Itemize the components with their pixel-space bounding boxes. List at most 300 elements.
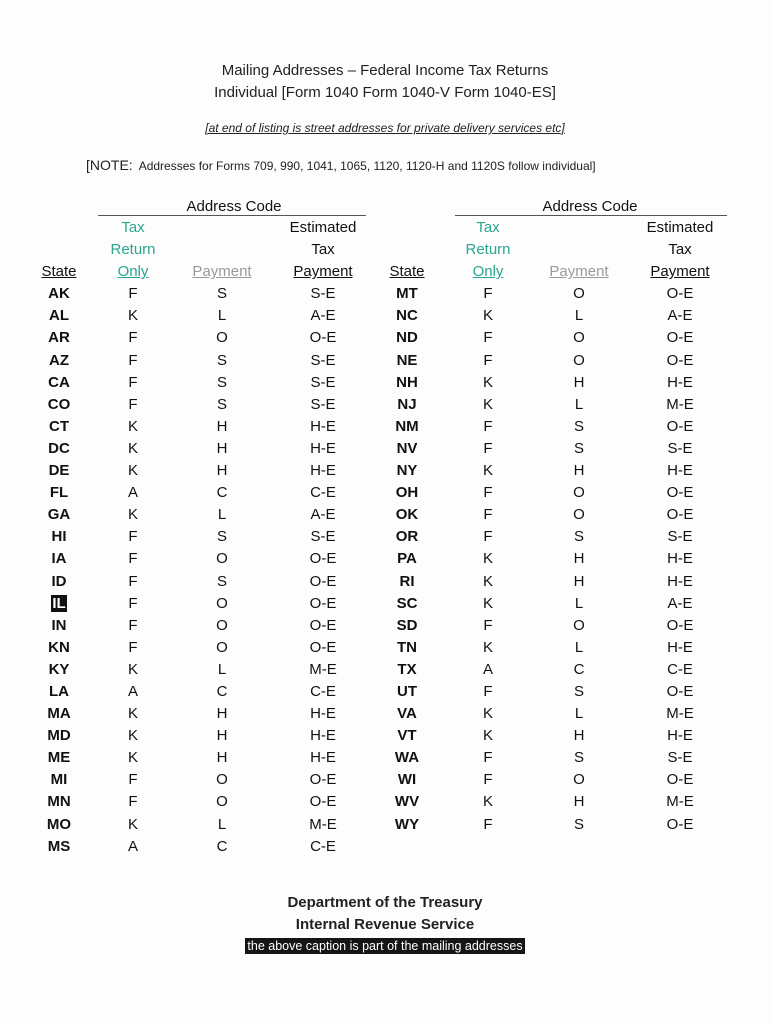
tax-return-code: F	[128, 550, 138, 568]
estimated-payment-code: O-E	[309, 329, 337, 347]
state-cell	[386, 283, 428, 305]
estimated-payment-code: H-E	[667, 373, 693, 391]
tax-return-code: F	[128, 572, 138, 590]
state-cell	[386, 438, 428, 460]
payment-code: S	[573, 439, 584, 457]
payment-code: L	[574, 395, 584, 413]
estimated-payment-code: O-E	[309, 616, 337, 634]
table-row	[33, 372, 383, 394]
state-abbr: WI	[397, 771, 417, 789]
state-abbr: FL	[49, 484, 69, 502]
state-abbr: KN	[48, 638, 70, 656]
estimated-header-l3: Payment	[650, 263, 710, 281]
table-row	[386, 305, 750, 327]
state-abbr: CO	[47, 395, 71, 413]
payment-code: O	[573, 484, 585, 502]
state-abbr: IA	[51, 550, 67, 568]
tax-return-code: K	[482, 462, 493, 480]
state-cell	[386, 571, 428, 593]
estimated-payment-code: O-E	[309, 594, 337, 612]
estimated-header-l2: Tax	[668, 241, 692, 259]
tax-return-code: F	[128, 351, 138, 369]
state-cell	[33, 836, 85, 858]
estimated-payment-code: O-E	[666, 682, 694, 700]
estimated-payment-code: O-E	[666, 417, 694, 435]
payment-code: O	[216, 793, 228, 811]
estimated-payment-code: O-E	[666, 484, 694, 502]
table-row	[33, 460, 383, 482]
state-abbr: TN	[397, 638, 417, 656]
tax-return-code: F	[483, 528, 493, 546]
tax-return-code: F	[128, 638, 138, 656]
payment-code: O	[573, 285, 585, 303]
table-row	[386, 438, 750, 460]
state-abbr: NV	[396, 439, 418, 457]
footer-dept: Department of the Treasury	[287, 894, 483, 911]
estimated-payment-code: O-E	[309, 793, 337, 811]
state-cell	[33, 504, 85, 526]
state-abbr: OR	[395, 528, 419, 546]
payment-code: L	[574, 705, 584, 723]
estimated-payment-code: S-E	[667, 439, 693, 457]
table-row	[33, 305, 383, 327]
state-cell	[386, 482, 428, 504]
estimated-payment-code: H-E	[310, 417, 336, 435]
estimated-payment-code: H-E	[310, 705, 336, 723]
tax-return-only-header-l3: Only	[472, 263, 504, 281]
tax-return-code: K	[482, 793, 493, 811]
tax-return-code: F	[483, 329, 493, 347]
tax-return-code: F	[483, 815, 493, 833]
tax-return-code: K	[127, 462, 138, 480]
table-row	[33, 416, 383, 438]
state-abbr: MI	[50, 771, 68, 789]
state-abbr: OK	[395, 506, 419, 524]
table-row	[33, 593, 383, 615]
table-row	[33, 548, 383, 570]
table-row	[33, 836, 383, 858]
estimated-payment-code: M-E	[666, 705, 694, 723]
state-cell	[33, 482, 85, 504]
state-abbr: NH	[396, 373, 418, 391]
table-row	[386, 703, 750, 725]
tax-return-code: F	[128, 395, 138, 413]
estimated-payment-code: A-E	[310, 307, 336, 325]
payment-code: H	[216, 439, 228, 457]
table-row	[33, 637, 383, 659]
tax-return-code: K	[482, 572, 493, 590]
estimated-payment-code: O-E	[666, 329, 694, 347]
table-row	[386, 593, 750, 615]
caption-wrap	[0, 937, 770, 955]
tax-return-code: K	[482, 373, 493, 391]
table-row	[33, 350, 383, 372]
state-cell	[33, 725, 85, 747]
state-cell	[33, 814, 85, 836]
tax-return-code: F	[483, 285, 493, 303]
state-abbr: WY	[394, 815, 420, 833]
payment-code: O	[573, 351, 585, 369]
payment-code: S	[573, 528, 584, 546]
table-row	[33, 725, 383, 747]
state-abbr: VA	[397, 705, 417, 723]
estimated-payment-code: O-E	[666, 771, 694, 789]
state-cell	[33, 438, 85, 460]
state-abbr: CA	[48, 373, 70, 391]
state-abbr: WV	[394, 793, 420, 811]
state-abbr: NM	[395, 417, 419, 435]
table-row	[386, 571, 750, 593]
estimated-header-l1: Estimated	[289, 219, 357, 236]
address-code-heading-right: Address Code	[542, 198, 638, 215]
right-state-table	[386, 217, 750, 836]
state-abbr: ID	[51, 572, 67, 590]
state-abbr: AZ	[49, 351, 69, 369]
state-cell	[33, 460, 85, 482]
estimated-payment-code: S-E	[667, 749, 693, 767]
tax-return-only-header-l3: Only	[117, 263, 149, 281]
table-row	[33, 283, 383, 305]
state-cell	[386, 814, 428, 836]
table-row	[386, 350, 750, 372]
estimated-header-l2: Tax	[311, 241, 335, 259]
estimated-payment-code: S-E	[310, 351, 336, 369]
state-abbr: LA	[49, 682, 69, 700]
table-row	[33, 814, 383, 836]
table-row	[386, 526, 750, 548]
tax-return-code: F	[128, 528, 138, 546]
tax-return-only-header-l1: Tax	[476, 219, 500, 236]
table-row	[33, 703, 383, 725]
state-cell	[386, 593, 428, 615]
payment-code: H	[216, 462, 228, 480]
state-cell	[386, 460, 428, 482]
table-row	[33, 394, 383, 416]
tax-return-code: F	[483, 417, 493, 435]
tax-return-code: A	[127, 682, 138, 700]
estimated-payment-code: A-E	[667, 594, 693, 612]
tax-return-code: A	[127, 484, 138, 502]
estimated-payment-code: C-E	[310, 682, 336, 700]
payment-code: C	[573, 660, 585, 678]
estimated-payment-code: H-E	[310, 439, 336, 457]
tax-return-only-header-l2: Return	[110, 241, 156, 259]
table-row	[386, 482, 750, 504]
table-row	[33, 659, 383, 681]
payment-header: Payment	[192, 263, 252, 281]
state-cell	[33, 659, 85, 681]
state-cell	[33, 593, 85, 615]
state-abbr: MA	[47, 705, 71, 723]
state-cell	[386, 637, 428, 659]
payment-code: O	[216, 594, 228, 612]
payment-code: H	[216, 417, 228, 435]
tax-return-code: F	[128, 793, 138, 811]
estimated-payment-code: H-E	[310, 749, 336, 767]
table-row	[386, 394, 750, 416]
state-cell	[386, 548, 428, 570]
estimated-payment-code: O-E	[666, 616, 694, 634]
table-row	[33, 747, 383, 769]
payment-code: O	[573, 616, 585, 634]
estimated-payment-code: H-E	[667, 638, 693, 656]
payment-code: O	[216, 616, 228, 634]
state-abbr: MS	[47, 837, 71, 855]
state-abbr: IL	[52, 594, 66, 612]
state-cell	[33, 327, 85, 349]
table-row	[33, 438, 383, 460]
tax-return-code: F	[483, 682, 493, 700]
tax-return-code: K	[482, 727, 493, 745]
state-cell	[33, 637, 85, 659]
state-cell	[386, 416, 428, 438]
state-abbr: AR	[48, 329, 70, 347]
tax-return-code: K	[127, 307, 138, 325]
state-abbr: OH	[395, 484, 419, 502]
payment-code: S	[573, 815, 584, 833]
page-title-line1: Mailing Addresses – Federal Income Tax Returns	[221, 62, 549, 79]
payment-code: C	[216, 682, 228, 700]
tax-return-code: K	[127, 815, 138, 833]
estimated-payment-code: O-E	[666, 351, 694, 369]
payment-code: L	[217, 815, 227, 833]
state-cell	[386, 681, 428, 703]
table-row	[386, 548, 750, 570]
estimated-payment-code: A-E	[667, 307, 693, 325]
estimated-payment-code: A-E	[310, 506, 336, 524]
payment-code: O	[573, 329, 585, 347]
state-abbr: IN	[51, 616, 67, 634]
state-abbr: MO	[46, 815, 72, 833]
state-abbr: WA	[394, 749, 420, 767]
state-abbr: HI	[51, 528, 67, 546]
state-cell	[386, 725, 428, 747]
estimated-payment-code: M-E	[666, 793, 694, 811]
state-abbr: PA	[397, 550, 417, 568]
tax-return-code: K	[482, 594, 493, 612]
payment-code: S	[216, 351, 227, 369]
payment-code: H	[573, 550, 585, 568]
payment-code: H	[216, 727, 228, 745]
estimated-header-l1: Estimated	[646, 219, 714, 236]
state-abbr: SC	[396, 594, 418, 612]
state-abbr: MT	[396, 285, 418, 303]
state-cell	[33, 416, 85, 438]
estimated-payment-code: O-E	[309, 572, 337, 590]
state-cell	[33, 548, 85, 570]
tax-return-only-header-l2: Return	[465, 241, 511, 259]
state-cell	[386, 526, 428, 548]
payment-code: L	[217, 660, 227, 678]
table-row	[386, 327, 750, 349]
table-row	[386, 659, 750, 681]
left-state-table	[33, 217, 383, 858]
payment-code: L	[217, 307, 227, 325]
tax-return-code: F	[128, 616, 138, 634]
estimated-payment-code: O-E	[309, 550, 337, 568]
state-cell	[386, 747, 428, 769]
state-header: State	[389, 263, 425, 281]
tax-return-code: K	[127, 705, 138, 723]
tax-return-code: F	[483, 484, 493, 502]
table-row	[386, 681, 750, 703]
estimated-payment-code: O-E	[309, 771, 337, 789]
table-row	[33, 791, 383, 813]
payment-header: Payment	[549, 263, 609, 281]
estimated-payment-code: C-E	[310, 837, 336, 855]
estimated-payment-code: M-E	[666, 395, 694, 413]
state-cell	[386, 305, 428, 327]
table-row	[33, 681, 383, 703]
estimated-payment-code: O-E	[666, 506, 694, 524]
table-row	[386, 615, 750, 637]
table-row	[386, 814, 750, 836]
estimated-payment-code: H-E	[667, 550, 693, 568]
payment-code: H	[573, 373, 585, 391]
state-abbr: NC	[396, 307, 418, 325]
estimated-payment-code: O-E	[309, 638, 337, 656]
footer-irs: Internal Revenue Service	[295, 916, 475, 933]
state-cell	[386, 769, 428, 791]
estimated-payment-code: M-E	[309, 815, 337, 833]
state-abbr: AL	[49, 307, 69, 325]
state-abbr: NY	[396, 462, 418, 480]
note-prefix: [NOTE:	[86, 157, 133, 173]
tax-return-code: K	[482, 638, 493, 656]
state-abbr: VT	[397, 727, 417, 745]
caption-note: the above caption is part of the mailing addresses	[247, 939, 523, 953]
tax-return-code: F	[128, 373, 138, 391]
state-abbr: CT	[49, 417, 69, 435]
payment-code: O	[216, 329, 228, 347]
state-abbr: DC	[48, 439, 70, 457]
table-row	[386, 416, 750, 438]
estimated-payment-code: O-E	[666, 285, 694, 303]
state-abbr: ND	[396, 329, 418, 347]
table-row	[33, 482, 383, 504]
table-row	[386, 769, 750, 791]
table-row	[386, 791, 750, 813]
state-header: State	[41, 263, 77, 281]
state-cell	[33, 571, 85, 593]
state-cell	[33, 372, 85, 394]
state-abbr: RI	[399, 572, 415, 590]
payment-code: L	[217, 506, 227, 524]
payment-code: O	[216, 771, 228, 789]
payment-code: S	[216, 528, 227, 546]
state-abbr: TX	[397, 660, 417, 678]
state-cell	[33, 394, 85, 416]
table-row	[386, 460, 750, 482]
payment-code: L	[574, 638, 584, 656]
state-abbr: NJ	[397, 395, 417, 413]
address-code-rule-right	[455, 215, 727, 216]
table-row	[33, 571, 383, 593]
tax-return-code: F	[483, 506, 493, 524]
state-abbr: MN	[47, 793, 71, 811]
estimated-payment-code: S-E	[310, 395, 336, 413]
state-cell	[386, 350, 428, 372]
estimated-payment-code: H-E	[667, 462, 693, 480]
estimated-payment-code: H-E	[667, 727, 693, 745]
table-row	[33, 504, 383, 526]
estimated-payment-code: S-E	[310, 285, 336, 303]
payment-code: C	[216, 837, 228, 855]
tax-return-code: F	[483, 439, 493, 457]
payment-code: S	[216, 285, 227, 303]
table-row	[386, 504, 750, 526]
tax-return-code: K	[127, 727, 138, 745]
state-abbr: MD	[47, 727, 71, 745]
tax-return-code: F	[483, 771, 493, 789]
estimated-payment-code: S-E	[667, 528, 693, 546]
state-cell	[33, 283, 85, 305]
table-row	[33, 769, 383, 791]
payment-code: H	[216, 705, 228, 723]
table-row	[386, 747, 750, 769]
table-row	[33, 327, 383, 349]
state-cell	[386, 372, 428, 394]
state-cell	[33, 350, 85, 372]
state-cell	[33, 526, 85, 548]
tax-return-code: A	[482, 660, 493, 678]
tax-return-code: K	[482, 550, 493, 568]
tax-return-code: F	[128, 594, 138, 612]
tax-return-code: K	[127, 660, 138, 678]
estimated-payment-code: H-E	[667, 572, 693, 590]
tax-return-code: F	[483, 351, 493, 369]
estimated-payment-code: H-E	[310, 462, 336, 480]
estimated-payment-code: C-E	[310, 484, 336, 502]
tax-return-code: K	[127, 417, 138, 435]
state-cell	[33, 747, 85, 769]
table-row	[386, 372, 750, 394]
tax-return-code: K	[482, 307, 493, 325]
state-cell	[386, 504, 428, 526]
payment-code: L	[574, 307, 584, 325]
estimated-payment-code: H-E	[310, 727, 336, 745]
state-abbr: AK	[48, 285, 70, 303]
table-row	[386, 725, 750, 747]
payment-code: S	[216, 373, 227, 391]
tax-return-code: F	[483, 749, 493, 767]
state-abbr: DE	[48, 462, 70, 480]
tax-return-code: F	[483, 616, 493, 634]
payment-code: O	[573, 506, 585, 524]
payment-code: S	[216, 572, 227, 590]
note-text: Addresses for Forms 709, 990, 1041, 1065, 1120, 1120-H and 1120S follow individual]	[138, 159, 596, 173]
tax-return-code: K	[127, 439, 138, 457]
payment-code: C	[216, 484, 228, 502]
estimated-payment-code: M-E	[309, 660, 337, 678]
state-cell	[386, 327, 428, 349]
state-abbr: UT	[397, 682, 417, 700]
payment-code: O	[216, 638, 228, 656]
address-code-rule-left	[98, 215, 366, 216]
payment-code: O	[216, 550, 228, 568]
table-row	[386, 637, 750, 659]
payment-code: H	[573, 572, 585, 590]
state-cell	[386, 659, 428, 681]
tax-return-code: K	[482, 705, 493, 723]
state-cell	[386, 703, 428, 725]
state-cell	[386, 791, 428, 813]
payment-code: S	[216, 395, 227, 413]
state-abbr: NE	[396, 351, 418, 369]
tax-return-code: F	[128, 771, 138, 789]
state-cell	[386, 615, 428, 637]
tax-return-code: K	[127, 506, 138, 524]
